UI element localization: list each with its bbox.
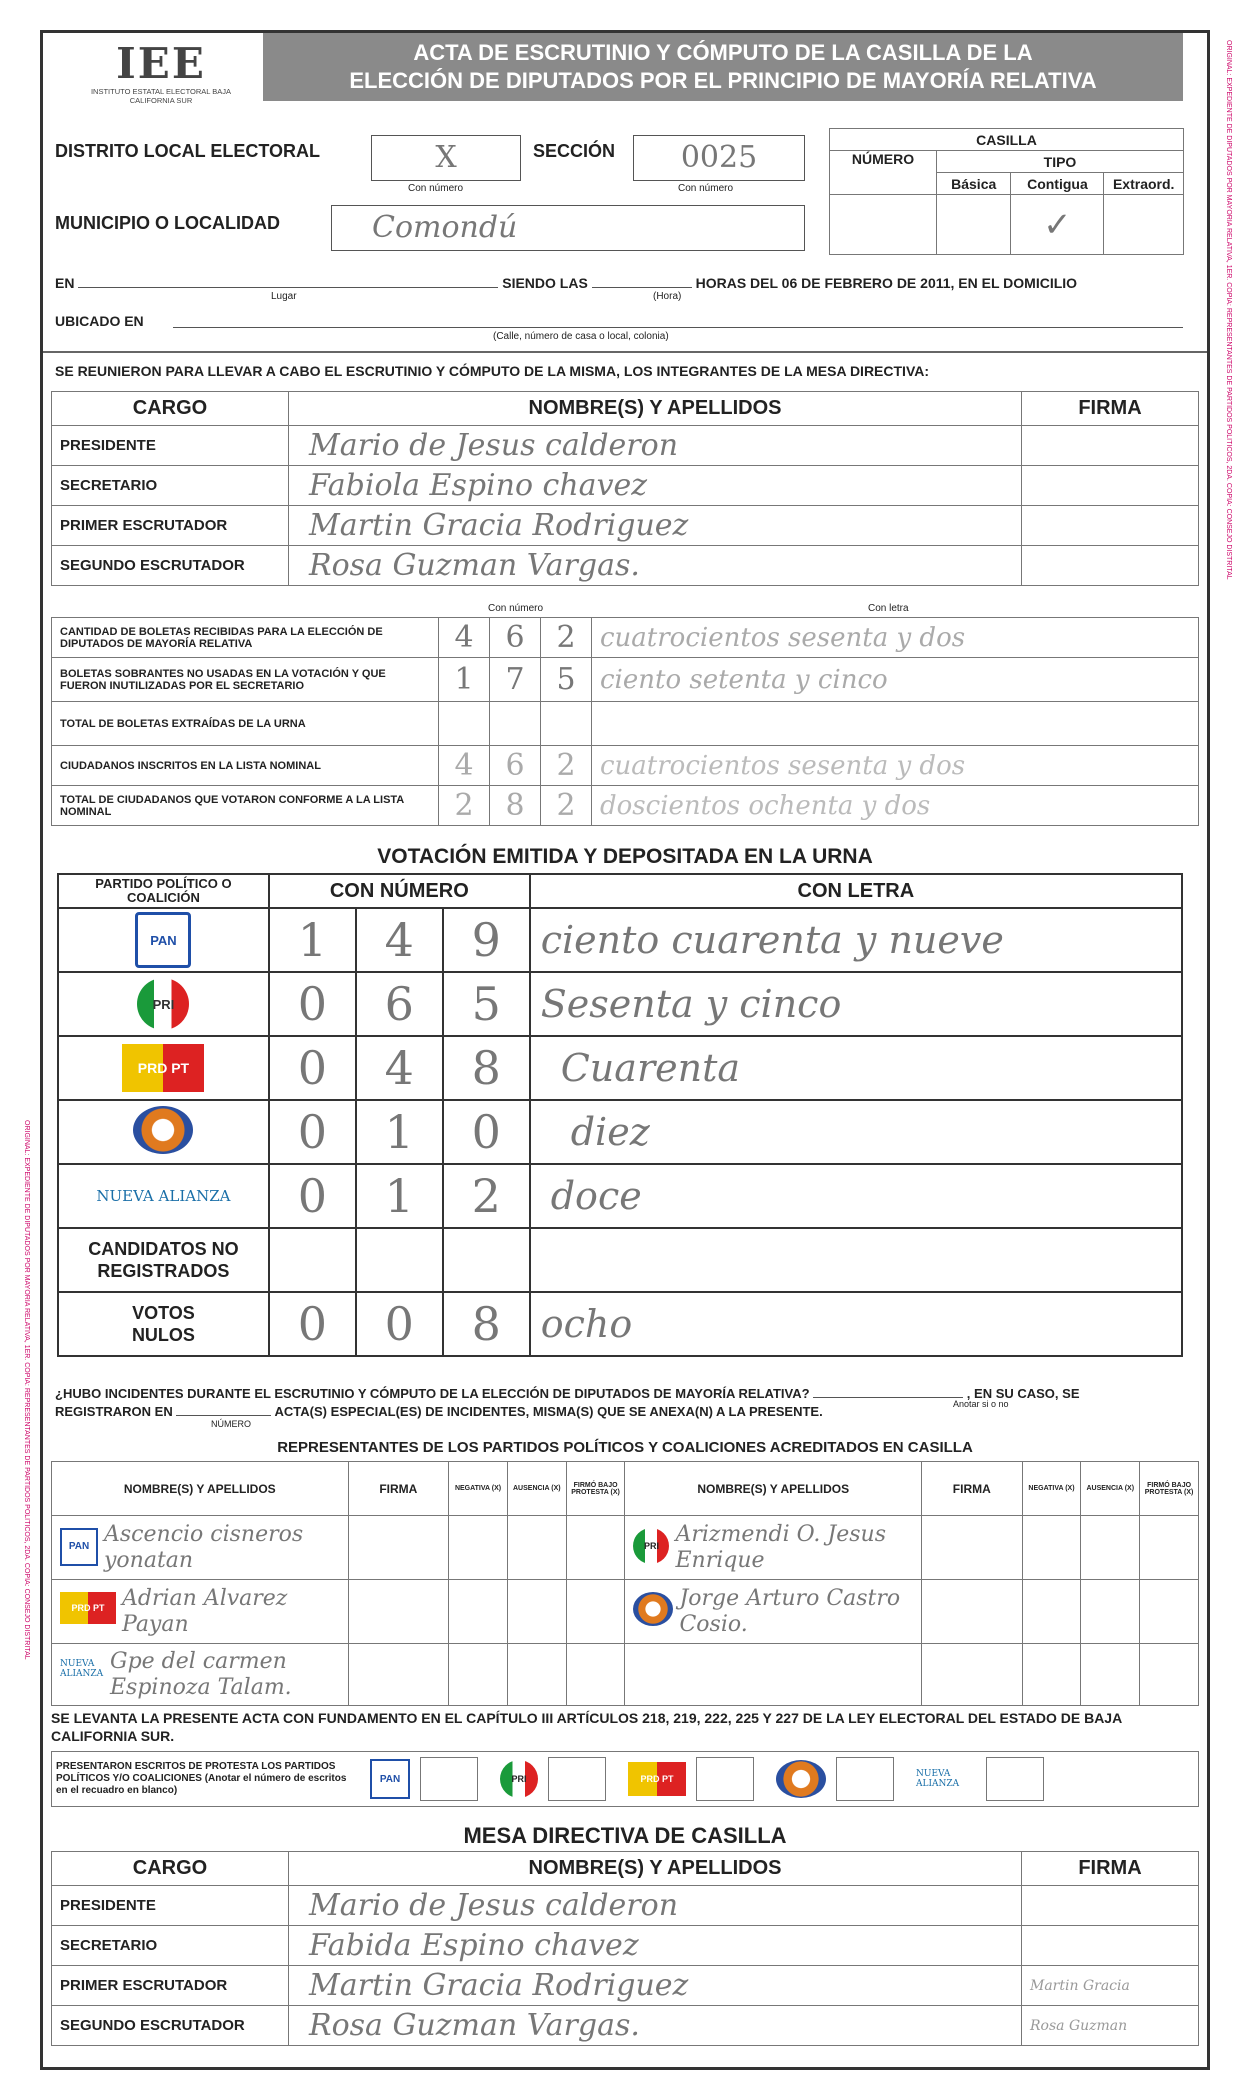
party-cell — [58, 1164, 269, 1228]
rep-h-protesta: FIRMÓ BAJO PROTESTA (X) — [566, 1462, 625, 1516]
representantes-title: REPRESENTANTES DE LOS PARTIDOS POLÍTICOS Y COALICIONES ACREDITADOS EN CASILLA — [277, 1439, 973, 1456]
rep-h-nombre: NOMBRE(S) Y APELLIDOS — [52, 1462, 349, 1516]
en-line — [55, 273, 1195, 291]
mesa-top-nombre[interactable]: Martin Gracia Rodriguez — [289, 506, 1022, 546]
mesa-top-h-cargo: CARGO — [52, 392, 289, 426]
mesa-bottom-h-nombre: NOMBRE(S) Y APELLIDOS — [289, 1852, 1022, 1886]
rep-protesta[interactable] — [566, 1580, 625, 1644]
nueva-alianza-logo-icon: NUEVA ALIANZA — [60, 1658, 104, 1679]
incidentes-number-field[interactable] — [176, 1403, 271, 1416]
rep-negativa[interactable] — [1022, 1580, 1081, 1644]
rep-nombre: Adrian Alvarez Payan — [122, 1585, 288, 1637]
vote-digit[interactable] — [269, 1228, 356, 1292]
protesta-label: PRESENTARON ESCRITOS DE PROTESTA LOS PARTIDOS POLÍTICOS Y/O COALICIONES (Anotar el número de escritos en el recuadro en blanco) — [56, 1761, 347, 1796]
incidentes-question: ¿HUBO INCIDENTES DURANTE EL ESCRUTINIO Y CÓMPUTO DE LA ELECCIÓN DE DIPUTADOS DE MAYORÍA RELATIVA? — [55, 1386, 810, 1401]
mesa-top-nombre[interactable]: Fabiola Espino chavez — [289, 466, 1022, 506]
votacion-h-partido: PARTIDO POLÍTICO O COALICIÓN — [58, 874, 269, 908]
mesa-bottom-nombre[interactable]: Martin Gracia Rodriguez — [289, 1966, 1022, 2006]
protesta-count-box[interactable] — [836, 1757, 894, 1801]
protesta-count-box[interactable] — [986, 1757, 1044, 1801]
mesa-top-cargo: PRESIDENTE — [52, 426, 289, 466]
form-title — [263, 33, 1183, 101]
vote-digit[interactable]: 0 — [356, 1292, 443, 1356]
rep-protesta[interactable] — [566, 1516, 625, 1580]
seccion-field[interactable] — [633, 135, 805, 181]
vote-digit[interactable]: 8 — [443, 1036, 530, 1100]
rep-nombre: Gpe del carmen Espinoza Talam. — [110, 1648, 292, 1700]
boletas-digit[interactable]: 2 — [541, 786, 592, 826]
incidentes-answer-field[interactable] — [813, 1385, 963, 1398]
protesta-count-box[interactable] — [696, 1757, 754, 1801]
boletas-letra[interactable]: doscientos ochenta y dos — [592, 786, 1199, 826]
boletas-digit[interactable]: 1 — [439, 658, 490, 702]
protesta-row — [51, 1751, 1199, 1807]
prd-pt-logo-icon: PRD PT — [122, 1044, 204, 1092]
seccion-hint: Con número — [678, 183, 734, 194]
boletas-digit[interactable]: 2 — [541, 618, 592, 658]
boletas-digit[interactable]: 2 — [541, 746, 592, 786]
rep-nombre: Ascencio cisneros yonatan — [104, 1521, 304, 1573]
vote-digit[interactable]: 0 — [269, 1100, 356, 1164]
mesa-bottom-nombre[interactable]: Rosa Guzman Vargas. — [289, 2006, 1022, 2046]
mesa-bottom-firma[interactable]: Rosa Guzman — [1022, 2006, 1199, 2046]
rep-h-negativa: NEGATIVA (X) — [449, 1462, 508, 1516]
rep-h-firma: FIRMA — [922, 1462, 1023, 1516]
anotar-hint: Anotar si o no — [953, 1399, 1009, 1409]
vote-digit[interactable]: 1 — [356, 1100, 443, 1164]
boletas-table — [51, 617, 1199, 826]
rep-cell[interactable] — [625, 1644, 922, 1706]
rep-ausencia[interactable] — [1081, 1516, 1140, 1580]
title-line-1: ACTA DE ESCRUTINIO Y CÓMPUTO DE LA CASILLA DE LA — [413, 40, 1033, 65]
en-label: EN — [55, 275, 75, 291]
mesa-top-cargo: SEGUNDO ESCRUTADOR — [52, 546, 289, 586]
mesa-bottom-h-cargo: CARGO — [52, 1852, 289, 1886]
vote-digit[interactable]: 5 — [443, 972, 530, 1036]
mesa-bottom-cargo: SECRETARIO — [52, 1926, 289, 1966]
rep-protesta[interactable] — [566, 1644, 625, 1706]
vote-letra[interactable] — [530, 1228, 1182, 1292]
rep-h-firma: FIRMA — [348, 1462, 449, 1516]
rep-ausencia[interactable] — [507, 1516, 566, 1580]
boletas-digit[interactable]: 6 — [490, 746, 541, 786]
protesta-party — [370, 1757, 478, 1801]
boletas-digit[interactable]: 2 — [439, 786, 490, 826]
casilla-extraord: Extraord. — [1104, 173, 1184, 195]
casilla-extraord-cell[interactable] — [1104, 195, 1184, 255]
mesa-top-cargo: SECRETARIO — [52, 466, 289, 506]
boletas-label: CANTIDAD DE BOLETAS RECIBIDAS PARA LA ELECCIÓN DE DIPUTADOS DE MAYORÍA RELATIVA — [52, 618, 439, 658]
rep-firma[interactable] — [922, 1580, 1023, 1644]
rep-cell[interactable] — [52, 1516, 349, 1580]
boletas-digit[interactable]: 5 — [541, 658, 592, 702]
casilla-table — [829, 128, 1184, 255]
mesa-top-firma[interactable] — [1022, 546, 1199, 586]
convergencia-logo-icon — [133, 1106, 193, 1154]
municipio-label: MUNICIPIO O LOCALIDAD — [55, 213, 280, 233]
pri-logo-icon: PRI — [137, 978, 189, 1030]
distrito-field[interactable] — [371, 135, 521, 181]
casilla-basica-cell[interactable] — [937, 195, 1011, 255]
protesta-count-box[interactable] — [548, 1757, 606, 1801]
hora-field[interactable] — [592, 273, 692, 288]
registraron-label: REGISTRARON EN — [55, 1404, 173, 1419]
title-line-2: ELECCIÓN DE DIPUTADOS POR EL PRINCIPIO DE MAYORÍA RELATIVA — [349, 68, 1097, 93]
distrito-value: X — [435, 140, 457, 175]
casilla-contigua: Contigua — [1011, 173, 1104, 195]
rep-nombre: Jorge Arturo Castro Cosio. — [679, 1585, 901, 1637]
pri-logo-icon: PRI — [500, 1760, 538, 1798]
vote-digit[interactable]: 0 — [269, 1164, 356, 1228]
rep-cell[interactable] — [625, 1580, 922, 1644]
vote-letra[interactable]: ciento cuarenta y nueve — [530, 908, 1182, 972]
vote-letra[interactable]: ocho — [530, 1292, 1182, 1356]
rep-firma[interactable] — [348, 1580, 449, 1644]
votacion-h-letra: CON LETRA — [530, 874, 1182, 908]
nueva-alianza-logo-icon: NUEVA ALIANZA — [916, 1769, 960, 1789]
siendo-label: SIENDO LAS — [502, 275, 588, 291]
prd-pt-logo-icon: PRD PT — [60, 1592, 116, 1624]
side-text-right: ORIGINAL: EXPEDIENTE DE DIPUTADOS POR MAYORÍA RELATIVA, 1ER. COPIA: REPRESENTANTES DE PARTIDOS POLÍTICOS, 2DA. COPIA: CONSEJO DISTRITAL — [1225, 40, 1232, 580]
mesa-bottom-h-firma: FIRMA — [1022, 1852, 1199, 1886]
mesa-bottom-table — [51, 1851, 1199, 2046]
boletas-label: BOLETAS SOBRANTES NO USADAS EN LA VOTACIÓN Y QUE FUERON INUTILIZADAS POR EL SECRETARIO — [52, 658, 439, 702]
lugar-hint: Lugar — [271, 291, 297, 302]
boletas-label: CIUDADANOS INSCRITOS EN LA LISTA NOMINAL — [52, 746, 439, 786]
boletas-letra[interactable]: cuatrocientos sesenta y dos — [592, 746, 1199, 786]
side-text-left: ORIGINAL: EXPEDIENTE DE DIPUTADOS POR MAYORÍA RELATIVA, 1ER. COPIA: REPRESENTANTES DE PARTIDOS POLÍTICOS, 2DA. COPIA: CONSEJO DISTRITAL — [23, 1120, 30, 1660]
boletas-con-numero: Con número — [488, 603, 544, 614]
incidentes-line-2 — [55, 1403, 823, 1419]
protesta-count-box[interactable] — [420, 1757, 478, 1801]
protesta-party — [916, 1757, 1044, 1801]
boletas-label: TOTAL DE BOLETAS EXTRAÍDAS DE LA URNA — [52, 702, 439, 746]
mesa-bottom-title: MESA DIRECTIVA DE CASILLA — [463, 1823, 787, 1848]
municipio-field[interactable] — [331, 205, 805, 251]
mesa-bottom-nombre[interactable]: Fabida Espino chavez — [289, 1926, 1022, 1966]
mesa-top-firma[interactable] — [1022, 426, 1199, 466]
vote-digit[interactable]: 1 — [356, 1164, 443, 1228]
pri-logo-icon: PRI — [633, 1528, 669, 1564]
boletas-digit[interactable] — [490, 702, 541, 746]
rep-ausencia[interactable] — [507, 1580, 566, 1644]
mesa-top-firma[interactable] — [1022, 506, 1199, 546]
vote-letra[interactable]: Sesenta y cinco — [530, 972, 1182, 1036]
actas-label: ACTA(S) ESPECIAL(ES) DE INCIDENTES, MISMA(S) QUE SE ANEXA(N) A LA PRESENTE. — [274, 1404, 823, 1419]
incidentes-suffix: , EN SU CASO, SE — [966, 1386, 1080, 1401]
mesa-top-firma[interactable] — [1022, 466, 1199, 506]
seccion-value: 0025 — [680, 140, 758, 175]
protesta-party — [628, 1757, 754, 1801]
boletas-digit[interactable]: 8 — [490, 786, 541, 826]
mesa-bottom-cargo: PRESIDENTE — [52, 1886, 289, 1926]
votos-nulos-label: VOTOS NULOS — [58, 1292, 269, 1356]
rep-h-ausencia: AUSENCIA (X) — [507, 1462, 566, 1516]
rep-protesta[interactable] — [1140, 1516, 1199, 1580]
vote-letra[interactable]: doce — [530, 1164, 1182, 1228]
vote-digit[interactable]: 6 — [356, 972, 443, 1036]
pan-logo-icon: PAN — [370, 1759, 410, 1799]
rep-ausencia[interactable] — [1081, 1644, 1140, 1706]
casilla-numero-cell[interactable] — [830, 195, 937, 255]
en-rest-label: HORAS DEL 06 DE FEBRERO DE 2011, EN EL DOMICILIO — [695, 275, 1078, 291]
vote-letra[interactable]: Cuarenta — [530, 1036, 1182, 1100]
mesa-top-h-firma: FIRMA — [1022, 392, 1199, 426]
rep-firma[interactable] — [922, 1644, 1023, 1706]
fundamento-text: SE LEVANTA LA PRESENTE ACTA CON FUNDAMENTO EN EL CAPÍTULO III ARTÍCULOS 218, 219, 222, 225 Y 227 DE LA LEY ELECTORAL DEL ESTADO DE BAJA CALIFORNIA SUR. — [51, 1710, 1122, 1744]
mesa-top-nombre[interactable]: Mario de Jesus calderon — [289, 426, 1022, 466]
incidentes-line-1 — [55, 1385, 1205, 1401]
mesa-top-cargo: PRIMER ESCRUTADOR — [52, 506, 289, 546]
seccion-label: SECCIÓN — [533, 141, 616, 161]
vote-digit[interactable]: 1 — [269, 908, 356, 972]
mesa-top-nombre[interactable]: Rosa Guzman Vargas. — [289, 546, 1022, 586]
divider-1 — [43, 351, 1207, 353]
votacion-table — [57, 873, 1183, 1357]
en-lugar-field[interactable] — [78, 273, 498, 288]
rep-firma[interactable] — [348, 1644, 449, 1706]
votacion-h-numero: CON NÚMERO — [269, 874, 530, 908]
vote-digit[interactable]: 4 — [356, 908, 443, 972]
reunieron-text: SE REUNIERON PARA LLEVAR A CABO EL ESCRUTINIO Y CÓMPUTO DE LA MISMA, LOS INTEGRANTES DE LA MESA DIRECTIVA: — [55, 363, 930, 379]
boletas-digit[interactable]: 4 — [439, 618, 490, 658]
boletas-digit[interactable] — [439, 702, 490, 746]
rep-cell[interactable] — [52, 1580, 349, 1644]
rep-negativa[interactable] — [1022, 1644, 1081, 1706]
party-cell — [58, 1036, 269, 1100]
boletas-digit[interactable]: 4 — [439, 746, 490, 786]
numero-hint: NÚMERO — [211, 1419, 251, 1429]
hora-hint: (Hora) — [653, 291, 682, 302]
vote-digit[interactable]: 0 — [269, 1292, 356, 1356]
rep-firma[interactable] — [922, 1516, 1023, 1580]
vote-digit[interactable]: 2 — [443, 1164, 530, 1228]
rep-ausencia[interactable] — [507, 1644, 566, 1706]
municipio-value: Comondú — [372, 210, 518, 245]
votacion-title: VOTACIÓN EMITIDA Y DEPOSITADA EN LA URNA — [377, 845, 873, 868]
nueva-alianza-logo-icon: NUEVA ALIANZA — [96, 1186, 231, 1205]
ubicado-label: UBICADO EN — [55, 313, 144, 329]
mesa-bottom-firma[interactable] — [1022, 1886, 1199, 1926]
iee-logo-mark: IEE — [116, 39, 206, 88]
representantes-table — [51, 1461, 1199, 1706]
party-cell — [58, 972, 269, 1036]
casilla-numero-header: NÚMERO — [830, 151, 937, 195]
protesta-party — [776, 1757, 894, 1801]
rep-protesta[interactable] — [1140, 1580, 1199, 1644]
protesta-party — [500, 1757, 606, 1801]
boletas-digit[interactable] — [541, 702, 592, 746]
party-cell — [58, 908, 269, 972]
vote-digit[interactable]: 0 — [269, 972, 356, 1036]
mesa-top-table — [51, 391, 1199, 586]
boletas-digit[interactable]: 6 — [490, 618, 541, 658]
rep-h-ausencia: AUSENCIA (X) — [1081, 1462, 1140, 1516]
rep-negativa[interactable] — [1022, 1516, 1081, 1580]
no-registrados-label: CANDIDATOS NO REGISTRADOS — [58, 1228, 269, 1292]
prd-pt-logo-icon: PRD PT — [628, 1762, 686, 1796]
rep-protesta[interactable] — [1140, 1644, 1199, 1706]
mesa-bottom-nombre[interactable]: Mario de Jesus calderon — [289, 1886, 1022, 1926]
party-cell — [58, 1100, 269, 1164]
boletas-letra[interactable]: cuatrocientos sesenta y dos — [592, 618, 1199, 658]
distrito-hint: Con número — [408, 183, 464, 194]
rep-ausencia[interactable] — [1081, 1580, 1140, 1644]
mesa-bottom-firma[interactable]: Martin Gracia — [1022, 1966, 1199, 2006]
pan-logo-icon: PAN — [135, 912, 191, 968]
org-name: INSTITUTO ESTATAL ELECTORAL BAJA CALIFORNIA SUR — [90, 87, 232, 105]
rep-h-negativa: NEGATIVA (X) — [1022, 1462, 1081, 1516]
vote-digit[interactable]: 0 — [269, 1036, 356, 1100]
rep-firma[interactable] — [348, 1516, 449, 1580]
calle-hint: (Calle, número de casa o local, colonia) — [493, 331, 669, 342]
vote-digit[interactable]: 4 — [356, 1036, 443, 1100]
pan-logo-icon: PAN — [60, 1528, 98, 1566]
rep-negativa[interactable] — [449, 1644, 508, 1706]
acta-form — [40, 30, 1210, 2070]
rep-h-protesta: FIRMÓ BAJO PROTESTA (X) — [1140, 1462, 1199, 1516]
mesa-bottom-firma[interactable] — [1022, 1926, 1199, 1966]
vote-digit[interactable]: 0 — [443, 1100, 530, 1164]
iee-logo — [81, 41, 241, 121]
boletas-con-letra: Con letra — [868, 603, 909, 614]
boletas-letra[interactable] — [592, 702, 1199, 746]
convergencia-logo-icon — [776, 1760, 826, 1798]
rep-nombre: Arizmendi O. Jesus Enrique — [675, 1521, 886, 1573]
rep-cell[interactable] — [52, 1644, 349, 1706]
distrito-label: DISTRITO LOCAL ELECTORAL — [55, 141, 321, 161]
casilla-tipo-header: TIPO — [937, 151, 1184, 173]
mesa-top-h-nombre: NOMBRE(S) Y APELLIDOS — [289, 392, 1022, 426]
vote-digit[interactable]: 9 — [443, 908, 530, 972]
rep-h-nombre: NOMBRE(S) Y APELLIDOS — [625, 1462, 922, 1516]
vote-digit[interactable] — [356, 1228, 443, 1292]
boletas-digit[interactable]: 7 — [490, 658, 541, 702]
casilla-contigua-check[interactable]: ✓ — [1011, 195, 1104, 255]
boletas-letra[interactable]: ciento setenta y cinco — [592, 658, 1199, 702]
casilla-basica: Básica — [937, 173, 1011, 195]
vote-letra[interactable]: diez — [530, 1100, 1182, 1164]
rep-cell[interactable] — [625, 1516, 922, 1580]
vote-digit[interactable] — [443, 1228, 530, 1292]
rep-negativa[interactable] — [449, 1516, 508, 1580]
mesa-bottom-cargo: PRIMER ESCRUTADOR — [52, 1966, 289, 2006]
rep-negativa[interactable] — [449, 1580, 508, 1644]
boletas-label: TOTAL DE CIUDADANOS QUE VOTARON CONFORME A LA LISTA NOMINAL — [52, 786, 439, 826]
ubicado-field[interactable] — [173, 327, 1183, 328]
convergencia-logo-icon — [633, 1592, 673, 1626]
mesa-bottom-cargo: SEGUNDO ESCRUTADOR — [52, 2006, 289, 2046]
casilla-title: CASILLA — [830, 129, 1184, 151]
vote-digit[interactable]: 8 — [443, 1292, 530, 1356]
